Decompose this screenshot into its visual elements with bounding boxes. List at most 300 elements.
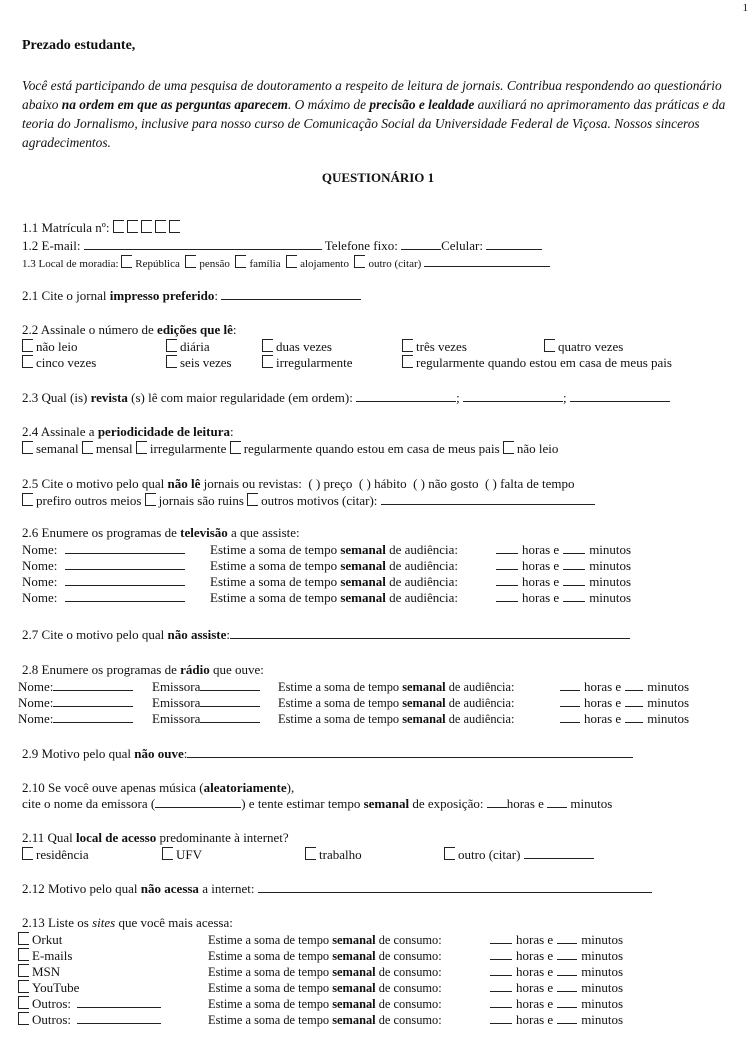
name-label: Nome: (18, 679, 54, 694)
site-label: YouTube (32, 980, 80, 995)
site-estimate-cell (208, 948, 442, 964)
q2-10-line-2 (22, 796, 612, 812)
matricula-box-5[interactable] (169, 220, 180, 233)
q2-12-text-2: a internet: (198, 881, 255, 896)
magazine-field-1[interactable] (356, 390, 456, 402)
tv-minutes-field[interactable] (563, 542, 585, 554)
frequency-checkbox[interactable] (22, 441, 33, 454)
name-label: Nome: (22, 590, 58, 605)
q2-1 (22, 288, 361, 304)
tv-minutes-field[interactable] (563, 590, 585, 602)
radio-program-name-field[interactable] (53, 695, 133, 707)
q2-5-text: 2.5 Cite o motivo pelo qual (22, 476, 168, 491)
q1-3-residence (22, 255, 550, 272)
estimate-text-2: de consumo: (375, 933, 442, 947)
q2-2-row-2 (22, 355, 742, 371)
site-minutes-field[interactable] (557, 964, 577, 976)
site-minutes-field[interactable] (557, 932, 577, 944)
edition-checkbox[interactable] (544, 339, 555, 352)
radio-hours-cell (560, 695, 689, 711)
site-hours-field[interactable] (490, 980, 512, 992)
edition-checkbox[interactable] (262, 339, 273, 352)
site-hours-field[interactable] (490, 948, 512, 960)
q2-3: 2.3 Qual (is) revista (s) lê com maior regularidade (em ordem): ; ; (22, 390, 670, 406)
tv-minutes-field[interactable] (563, 574, 585, 586)
site-label: Outros: (32, 996, 71, 1011)
residence-option-label: alojamento (300, 258, 349, 270)
tv-program-name-field[interactable] (65, 542, 185, 554)
estimate-bold: semanal (332, 997, 376, 1011)
hours-label: horas e (516, 996, 554, 1011)
q2-8-bold: rádio (180, 662, 210, 677)
tv-estimate-cell (210, 590, 458, 606)
radio-minutes-field[interactable] (625, 679, 643, 691)
minutes-label: minutos (589, 542, 632, 557)
q2-4-bold: periodicidade de leitura (97, 424, 230, 439)
site-estimate-cell (208, 996, 442, 1012)
edition-checkbox[interactable] (22, 339, 33, 352)
access-other-field[interactable] (524, 847, 594, 859)
site-label: MSN (32, 964, 61, 979)
edition-option[interactable] (262, 339, 332, 355)
estimate-bold: semanal (332, 1013, 376, 1027)
email-field[interactable] (84, 238, 322, 250)
residence-checkbox[interactable] (185, 255, 196, 268)
q2-9-colon: : (183, 746, 188, 761)
matricula-box-3[interactable] (141, 220, 152, 233)
tv-hours-field[interactable] (496, 590, 518, 602)
tv-name-cell (22, 542, 185, 558)
edition-option[interactable] (402, 339, 467, 355)
tv-hours-cell (496, 574, 631, 590)
site-hours-cell (490, 964, 623, 980)
reason-option-label[interactable]: hábito (374, 476, 407, 491)
tv-program-name-field[interactable] (65, 558, 185, 570)
site-hours-cell (490, 996, 623, 1012)
q2-11-bold: local de acesso (76, 830, 157, 845)
matricula-box-4[interactable] (155, 220, 166, 233)
radio-program-name-field[interactable] (53, 711, 133, 723)
q2-10-bold-2: semanal (363, 796, 410, 811)
tv-estimate-cell (210, 574, 458, 590)
page-title: QUESTIONÁRIO 1 (321, 170, 435, 185)
estimate-text-2: de consumo: (375, 965, 442, 979)
estimate-bold: semanal (340, 590, 386, 605)
edition-option[interactable] (166, 355, 232, 371)
phone-label: Telefone fixo: (324, 238, 398, 253)
reason-option-label[interactable]: preço (323, 476, 353, 491)
estimate-text: Estime a soma de tempo (210, 542, 341, 557)
estimate-text: Estime a soma de tempo (208, 997, 333, 1011)
site-minutes-field[interactable] (557, 996, 577, 1008)
q2-2-bold: edições que lê (157, 322, 233, 337)
radio-station-field[interactable] (200, 711, 260, 723)
tv-estimate-cell (210, 542, 458, 558)
q2-10-text-5: de exposição: (409, 796, 484, 811)
tv-hours-cell (496, 590, 631, 606)
reason-option-label: outros motivos (citar): (261, 493, 378, 508)
access-checkbox[interactable] (444, 847, 455, 860)
q2-6 (22, 525, 300, 541)
frequency-option-label: não leio (516, 441, 559, 456)
station-label: Emissora (152, 695, 201, 710)
q2-6-text-2: a que assiste: (227, 525, 300, 540)
minutes-label: minutos (581, 932, 624, 947)
hours-label: horas e (522, 558, 560, 573)
site-name-cell (18, 1012, 161, 1028)
tv-hours-field[interactable] (496, 574, 518, 586)
intro-paragraph (22, 76, 728, 152)
q2-7 (22, 627, 630, 643)
site-hours-cell (490, 932, 623, 948)
frequency-checkbox[interactable] (82, 441, 93, 454)
access-option-label: outro (citar) (458, 847, 521, 862)
edition-option-label: quatro vezes (558, 339, 624, 354)
q2-2-text: 2.2 Assinale o número de (22, 322, 158, 337)
reason-checkbox[interactable] (145, 493, 156, 506)
estimate-bold: semanal (332, 949, 376, 963)
intro-text-1: Você está participando de uma pesquisa de doutoramento a respeito de leitura de jornais. Contribua respondendo ao questionário abaixo (22, 78, 722, 112)
site-other-field[interactable] (77, 996, 161, 1008)
minutes-label: minutos (581, 996, 624, 1011)
tv-name-cell (22, 558, 185, 574)
station-name-field[interactable] (155, 796, 241, 808)
q2-3-text: 2.3 Qual (is) (22, 390, 91, 405)
q2-12-bold: não acessa (140, 881, 199, 896)
frequency-checkbox[interactable] (503, 441, 514, 454)
hours-label: horas e (516, 964, 554, 979)
station-label: Emissora (152, 711, 201, 726)
site-checkbox[interactable] (18, 996, 29, 1009)
radio-reason-field[interactable] (187, 746, 633, 758)
site-checkbox[interactable] (18, 1012, 29, 1025)
q1-1-label: 1.1 Matrícula nº: (22, 220, 110, 235)
minutes-label: minutos (647, 695, 690, 710)
hours-label: horas e (522, 590, 560, 605)
estimate-text: Estime a soma de tempo (208, 949, 333, 963)
q2-9 (22, 746, 633, 762)
estimate-bold: semanal (340, 558, 386, 573)
site-row (22, 980, 742, 996)
tv-minutes-field[interactable] (563, 558, 585, 570)
magazine-field-2[interactable] (463, 390, 563, 402)
radio-program-name-field[interactable] (53, 679, 133, 691)
q2-11-text: 2.11 Qual (22, 830, 77, 845)
q2-4-colon: : (230, 424, 234, 439)
matricula-box-1[interactable] (113, 220, 124, 233)
q2-13-text: 2.13 Liste os (22, 915, 93, 930)
tv-hours-field[interactable] (496, 542, 518, 554)
edition-checkbox[interactable] (166, 355, 177, 368)
matricula-box-2[interactable] (127, 220, 138, 233)
access-checkbox[interactable] (22, 847, 33, 860)
residence-checkbox[interactable] (354, 255, 365, 268)
newspaper-field[interactable] (221, 288, 361, 300)
site-estimate-cell (208, 932, 442, 948)
radio-station-cell (152, 695, 260, 711)
residence-option-label: República (135, 258, 180, 270)
site-hours-cell (490, 948, 623, 964)
radio-name-cell (18, 711, 133, 727)
radio-name-cell (18, 679, 133, 695)
site-other-field[interactable] (77, 1012, 161, 1024)
access-checkbox[interactable] (305, 847, 316, 860)
estimate-text: Estime a soma de tempo (208, 1013, 333, 1027)
radio-hours-field[interactable] (560, 711, 580, 723)
site-checkbox[interactable] (18, 948, 29, 961)
access-checkbox[interactable] (162, 847, 173, 860)
site-hours-cell (490, 980, 623, 996)
tv-reason-field[interactable] (230, 627, 630, 639)
tv-name-cell (22, 574, 185, 590)
access-option-label: trabalho (319, 847, 362, 862)
magazine-field-3[interactable] (570, 390, 670, 402)
q2-10 (22, 780, 294, 796)
site-estimate-cell (208, 1012, 442, 1028)
q2-7-bold: não assiste (167, 627, 227, 642)
site-minutes-field[interactable] (557, 1012, 577, 1024)
q2-5: 2.5 Cite o motivo pelo qual não lê jornais ou revistas: ( ) preço ( ) hábito ( ) não gosto ( ) falta de tempo (22, 476, 575, 491)
minutes-label: minutos (570, 796, 613, 811)
intro-bold-1: na ordem em que as perguntas aparecem (61, 97, 288, 112)
tv-hours-field[interactable] (496, 558, 518, 570)
site-estimate-cell (208, 964, 442, 980)
q2-13-text-2: que você mais acessa: (115, 915, 233, 930)
radio-hours-cell (560, 711, 689, 727)
name-label: Nome: (18, 695, 54, 710)
site-row (22, 948, 742, 964)
reason-checkbox[interactable] (22, 493, 33, 506)
tv-program-row (22, 542, 742, 558)
edition-option[interactable] (402, 355, 672, 371)
edition-option[interactable] (262, 355, 353, 371)
minutes-label: minutos (589, 574, 632, 589)
estimate-text: Estime a soma de tempo (208, 933, 333, 947)
residence-other-field[interactable] (424, 255, 550, 267)
radio-hours-field[interactable] (560, 679, 580, 691)
site-minutes-field[interactable] (557, 980, 577, 992)
edition-option-label: duas vezes (276, 339, 332, 354)
access-option[interactable] (305, 847, 362, 863)
q2-5-options (22, 493, 595, 509)
cell-field[interactable] (486, 238, 542, 250)
tv-estimate-cell (210, 558, 458, 574)
residence-checkbox[interactable] (235, 255, 246, 268)
tv-hours-cell (496, 542, 631, 558)
edition-checkbox[interactable] (262, 355, 273, 368)
estimate-text: Estime a soma de tempo (210, 574, 341, 589)
intro-text-3: auxiliará no aprimoramento das práticas e da teoria do Jornalismo, inclusive para nosso curso de Comunicação Social da Universidade Federal de Viçosa. Nossos sinceros agradecimentos. (22, 97, 726, 150)
estimate-text: Estime a soma de tempo (278, 680, 403, 694)
q2-10-text: 2.10 Se você ouve apenas música ( (22, 780, 204, 795)
estimate-text-2: de audiência: (385, 542, 459, 557)
hours-label: horas e (522, 542, 560, 557)
frequency-option-label: regularmente quando estou em casa de meus pais (243, 441, 500, 456)
site-hours-field[interactable] (490, 932, 512, 944)
q2-8-text-2: que ouve: (209, 662, 264, 677)
edition-checkbox[interactable] (402, 355, 413, 368)
reason-option-label[interactable]: não gosto (428, 476, 479, 491)
q2-12 (22, 881, 652, 897)
site-hours-field[interactable] (490, 996, 512, 1008)
q2-11-text-2: predominante à internet? (156, 830, 289, 845)
page-number: 1 (742, 2, 748, 14)
q1-1-matricula (22, 220, 183, 236)
edition-checkbox[interactable] (166, 339, 177, 352)
site-checkbox[interactable] (18, 964, 29, 977)
frequency-option-label: semanal (36, 441, 79, 456)
edition-option[interactable] (544, 339, 623, 355)
minutes-label: minutos (581, 980, 624, 995)
q2-10-text-2: ), (286, 780, 295, 795)
radio-minutes-field[interactable] (625, 695, 643, 707)
q2-10-text-3: cite o nome da emissora ( (22, 796, 156, 811)
music-minutes-field[interactable] (547, 796, 567, 808)
hours-label: horas e (522, 574, 560, 589)
reason-checkbox[interactable] (247, 493, 258, 506)
internet-reason-field[interactable] (258, 881, 652, 893)
q2-9-bold: não ouve (134, 746, 184, 761)
hours-label: horas e (516, 948, 554, 963)
estimate-bold: semanal (332, 965, 376, 979)
q2-6-bold: televisão (180, 525, 228, 540)
radio-hours-field[interactable] (560, 695, 580, 707)
minutes-label: minutos (589, 590, 632, 605)
edition-option[interactable] (22, 339, 78, 355)
frequency-checkbox[interactable] (230, 441, 241, 454)
access-option[interactable] (22, 847, 89, 863)
edition-option-label: diária (180, 339, 210, 354)
estimate-text-2: de audiência: (445, 696, 515, 710)
radio-program-row (18, 711, 742, 727)
estimate-bold: semanal (402, 680, 446, 694)
tv-program-row (22, 590, 742, 606)
q2-1-colon: : (214, 288, 218, 303)
estimate-text-2: de audiência: (385, 574, 459, 589)
minutes-label: minutos (581, 948, 624, 963)
tv-program-row (22, 574, 742, 590)
frequency-option-label: irregularmente (149, 441, 227, 456)
site-row (22, 932, 742, 948)
q2-10-bold: aleatoriamente (203, 780, 287, 795)
q2-4-text: 2.4 Assinale a (22, 424, 98, 439)
q2-1-bold: impresso preferido (109, 288, 215, 303)
q2-11 (22, 830, 289, 846)
hours-label: horas e (516, 980, 554, 995)
estimate-text: Estime a soma de tempo (210, 558, 341, 573)
access-option[interactable] (162, 847, 202, 863)
intro-text-2: . O máximo de (287, 97, 370, 112)
estimate-text-2: de audiência: (445, 680, 515, 694)
hours-label: horas e (584, 711, 622, 726)
estimate-text-2: de consumo: (375, 949, 442, 963)
q2-1-text: 2.1 Cite o jornal (22, 288, 110, 303)
site-minutes-field[interactable] (557, 948, 577, 960)
phone-field[interactable] (401, 238, 441, 250)
site-row (22, 996, 742, 1012)
residence-option-label: outro (citar) (368, 258, 422, 270)
estimate-text-2: de audiência: (385, 590, 459, 605)
reason-other-field[interactable] (381, 493, 595, 505)
estimate-text: Estime a soma de tempo (278, 712, 403, 726)
cell-label: Celular: (441, 238, 483, 253)
q2-7-text: 2.7 Cite o motivo pelo qual (22, 627, 168, 642)
reason-option-label: prefiro outros meios (36, 493, 142, 508)
q2-4 (22, 424, 234, 440)
estimate-bold: semanal (340, 542, 386, 557)
estimate-bold: semanal (332, 933, 376, 947)
name-label: Nome: (18, 711, 54, 726)
edition-option[interactable] (166, 339, 210, 355)
radio-station-cell (152, 679, 260, 695)
edition-option-label: cinco vezes (36, 355, 97, 370)
site-estimate-cell (208, 980, 442, 996)
edition-checkbox[interactable] (402, 339, 413, 352)
site-checkbox[interactable] (18, 932, 29, 945)
residence-label: 1.3 Local de moradia: (22, 258, 119, 270)
edition-checkbox[interactable] (22, 355, 33, 368)
frequency-option-label: mensal (95, 441, 133, 456)
station-label: Emissora (152, 679, 201, 694)
q2-5-bold: não lê (167, 476, 201, 491)
reason-option-label: jornais são ruins (158, 493, 244, 508)
music-hours-field[interactable] (487, 796, 507, 808)
residence-checkbox[interactable] (121, 255, 132, 268)
intro-bold-2: precisão e lealdade (369, 97, 475, 112)
site-name-cell (18, 964, 60, 980)
estimate-text-2: de consumo: (375, 981, 442, 995)
reason-option-label[interactable]: falta de tempo (500, 476, 575, 491)
site-name-cell (18, 948, 72, 964)
site-checkbox[interactable] (18, 980, 29, 993)
radio-station-field[interactable] (200, 695, 260, 707)
q2-7-colon: : (226, 627, 231, 642)
radio-name-cell (18, 695, 133, 711)
edition-option-label: três vezes (416, 339, 467, 354)
site-name-cell (18, 932, 62, 948)
edition-option[interactable] (22, 355, 96, 371)
name-label: Nome: (22, 574, 58, 589)
q2-6-text: 2.6 Enumere os programas de (22, 525, 181, 540)
q2-12-text: 2.12 Motivo pelo qual (22, 881, 141, 896)
radio-minutes-field[interactable] (625, 711, 643, 723)
radio-station-field[interactable] (200, 679, 260, 691)
q2-4-options (22, 441, 558, 457)
tv-name-cell (22, 590, 185, 606)
site-hours-field[interactable] (490, 964, 512, 976)
edition-option-label: irregularmente (276, 355, 353, 370)
tv-program-name-field[interactable] (65, 590, 185, 602)
site-hours-field[interactable] (490, 1012, 512, 1024)
q2-2-row-1 (22, 339, 742, 355)
tv-program-row (22, 558, 742, 574)
edition-option-label: seis vezes (180, 355, 232, 370)
estimate-text-2: de audiência: (445, 712, 515, 726)
estimate-text: Estime a soma de tempo (278, 696, 403, 710)
site-name-cell (18, 980, 79, 996)
radio-program-row (18, 679, 742, 695)
access-option[interactable] (444, 847, 594, 863)
edition-option-label: regularmente quando estou em casa de meus pais (416, 355, 672, 370)
frequency-checkbox[interactable] (136, 441, 147, 454)
access-option-label: residência (36, 847, 89, 862)
hours-label: horas e (506, 796, 544, 811)
residence-checkbox[interactable] (286, 255, 297, 268)
minutes-label: minutos (647, 711, 690, 726)
hours-label: horas e (584, 679, 622, 694)
estimate-text: Estime a soma de tempo (208, 981, 333, 995)
tv-program-name-field[interactable] (65, 574, 185, 586)
